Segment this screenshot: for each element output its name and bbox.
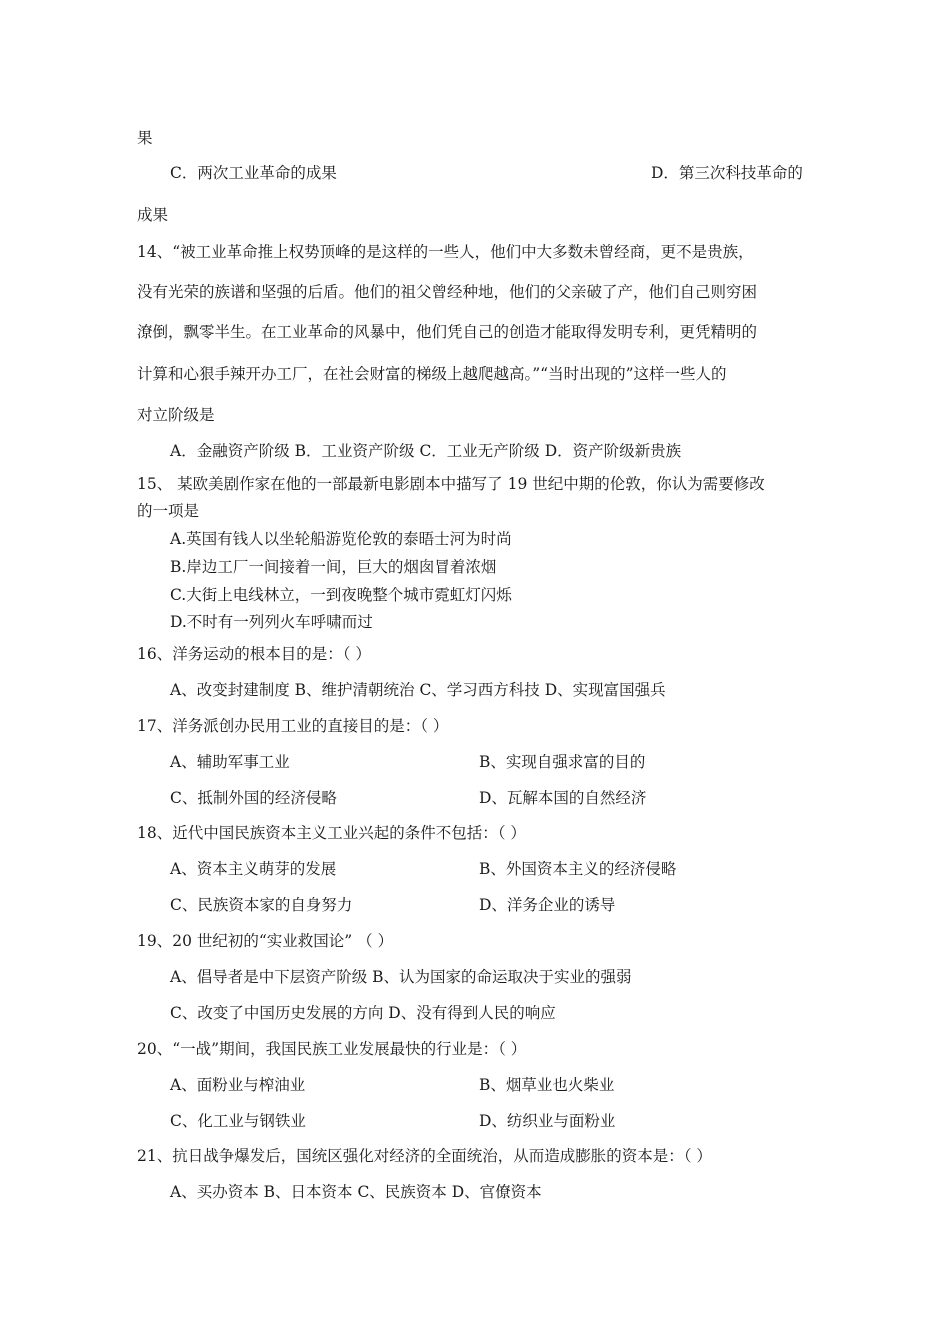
q15-option-a: A.英国有钱人以坐轮船游览伦敦的泰晤士河为时尚 bbox=[170, 530, 512, 548]
q15-stem-line-1: 15、 某欧美剧作家在他的一部最新电影剧本中描写了 19 世纪中期的伦敦，你认为需要修改 bbox=[137, 475, 765, 493]
q20-option-a: A、面粉业与榨油业 bbox=[170, 1076, 306, 1094]
q21-options: A、买办资本 B、日本资本 C、民族资本 D、官僚资本 bbox=[170, 1183, 542, 1201]
q14-stem-line-3: 潦倒，飘零半生。在工业革命的风暴中，他们凭自己的创造才能取得发明专利，更凭精明的 bbox=[137, 323, 758, 341]
q18-option-d: D、洋务企业的诱导 bbox=[479, 896, 616, 914]
q20-option-c: C、化工业与钢铁业 bbox=[170, 1112, 306, 1130]
q19-options-cd: C、改变了中国历史发展的方向 D、没有得到人民的响应 bbox=[170, 1004, 556, 1022]
q17-stem: 17、洋务派创办民用工业的直接目的是：（ ） bbox=[137, 717, 449, 735]
q14-stem-line-2: 没有光荣的族谱和坚强的后盾。他们的祖父曾经种地，他们的父亲破了产，他们自己则穷困 bbox=[137, 283, 758, 301]
q14-stem-line-4: 计算和心狠手辣开办工厂，在社会财富的梯级上越爬越高。”“当时出现的”这样一些人的 bbox=[137, 365, 727, 383]
q13-continuation: 果 bbox=[137, 129, 153, 147]
q13-option-d: D．第三次科技革命的 bbox=[651, 164, 803, 182]
q14-options: A．金融资产阶级 B．工业资产阶级 C．工业无产阶级 D．资产阶级新贵族 bbox=[170, 442, 682, 460]
q18-option-c: C、民族资本家的自身努力 bbox=[170, 896, 353, 914]
q20-option-b: B、烟草业也火柴业 bbox=[479, 1076, 615, 1094]
q17-option-b: B、实现自强求富的目的 bbox=[479, 753, 646, 771]
q19-stem: 19、20 世纪初的“实业救国论” （ ） bbox=[137, 932, 394, 950]
q15-option-b: B.岸边工厂一间接着一间，巨大的烟囱冒着浓烟 bbox=[170, 558, 497, 576]
q18-stem: 18、近代中国民族资本主义工业兴起的条件不包括：（ ） bbox=[137, 824, 526, 842]
q20-option-d: D、纺织业与面粉业 bbox=[479, 1112, 616, 1130]
q17-option-d: D、瓦解本国的自然经济 bbox=[479, 789, 647, 807]
q13-option-c: C．两次工业革命的成果 bbox=[170, 164, 337, 182]
q14-stem-line-5: 对立阶级是 bbox=[137, 406, 215, 424]
q21-stem: 21、抗日战争爆发后，国统区强化对经济的全面统治，从而造成膨胀的资本是：（ ） bbox=[137, 1147, 712, 1165]
q15-option-d: D.不时有一列列火车呼啸而过 bbox=[170, 613, 373, 631]
q17-option-a: A、辅助军事工业 bbox=[170, 753, 290, 771]
q19-options-ab: A、倡导者是中下层资产阶级 B、认为国家的命运取决于实业的强弱 bbox=[170, 968, 632, 986]
q14-stem-line-1: 14、“被工业革命推上权势顶峰的是这样的一些人，他们中大多数未曾经商，更不是贵族， bbox=[137, 243, 754, 261]
q16-options: A、改变封建制度 B、维护清朝统治 C、学习西方科技 D、实现富国强兵 bbox=[170, 681, 666, 699]
q20-stem: 20、“一战”期间，我国民族工业发展最快的行业是：（ ） bbox=[137, 1040, 527, 1058]
q13-option-d-continuation: 成果 bbox=[137, 206, 169, 224]
q18-option-a: A、资本主义萌芽的发展 bbox=[170, 860, 337, 878]
q18-option-b: B、外国资本主义的经济侵略 bbox=[479, 860, 677, 878]
q16-stem: 16、洋务运动的根本目的是：（ ） bbox=[137, 645, 371, 663]
q15-stem-line-2: 的一项是 bbox=[137, 502, 200, 520]
q15-option-c: C.大街上电线林立，一到夜晚整个城市霓虹灯闪烁 bbox=[170, 586, 512, 604]
q17-option-c: C、抵制外国的经济侵略 bbox=[170, 789, 337, 807]
